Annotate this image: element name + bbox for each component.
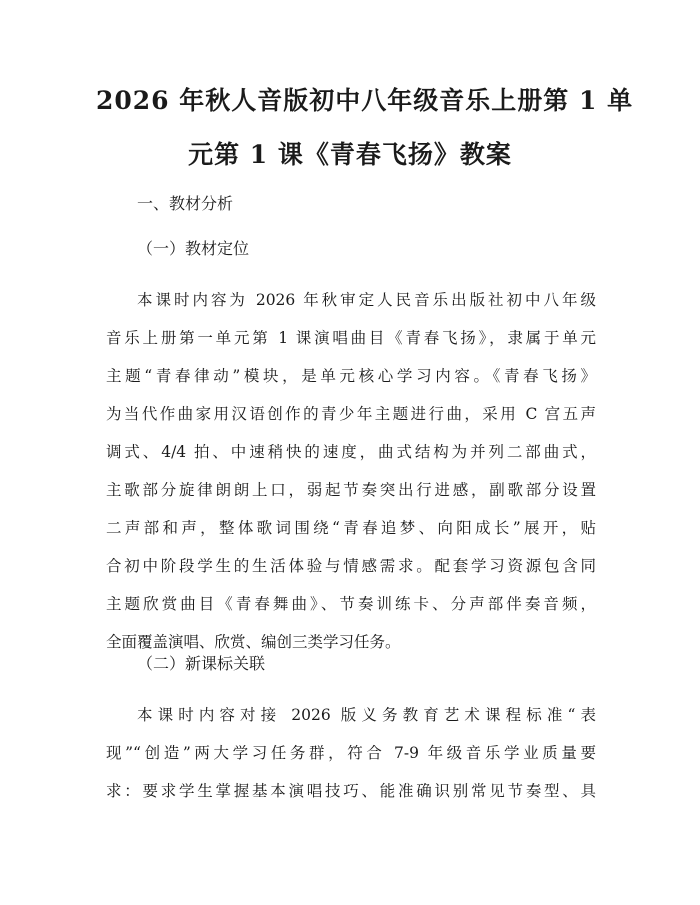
paragraph-curriculum-standards <box>106 704 596 818</box>
subsection-heading-curriculum-standards: （二）新课标关联 <box>137 654 266 673</box>
paragraph-line: 音乐上册第一单元第 1 课演唱曲目《青春飞扬》，隶属于单元 <box>106 329 596 347</box>
paragraph-line: 求：要求学生掌握基本演唱技巧、能准确识别常见节奏型、具 <box>106 782 596 800</box>
subsection-heading-textbook-positioning: （一）教材定位 <box>137 239 250 258</box>
paragraph-line: 本课时内容对接 2026 版义务教育艺术课程标准“表 <box>137 706 596 724</box>
paragraph-line: 合初中阶段学生的生活体验与情感需求。配套学习资源包含同 <box>106 557 596 575</box>
paragraph-line: 为当代作曲家用汉语创作的青少年主题进行曲，采用 C 宫五声 <box>106 405 596 423</box>
paragraph-line: 主题欣赏曲目《青春舞曲》、节奏训练卡、分声部伴奏音频， <box>106 595 596 613</box>
paragraph-line: 全面覆盖演唱、欣赏、编创三类学习任务。 <box>106 633 401 651</box>
document-title-line-1: 2026 年秋人音版初中八年级音乐上册第 1 单 <box>96 86 634 115</box>
paragraph-textbook-positioning <box>106 289 596 669</box>
paragraph-line: 本课时内容为 2026 年秋审定人民音乐出版社初中八年级 <box>137 291 596 309</box>
paragraph-line: 现”“创造”两大学习任务群，符合 7-9 年级音乐学业质量要 <box>106 744 596 762</box>
paragraph-line: 调式、4/4 拍、中速稍快的速度，曲式结构为并列二部曲式， <box>106 443 596 461</box>
document-title-line-2: 元第 1 课《青春飞扬》教案 <box>188 140 512 169</box>
paragraph-line: 主题“青春律动”模块，是单元核心学习内容。《青春飞扬》 <box>106 367 596 385</box>
paragraph-line: 二声部和声，整体歌词围绕“青春追梦、向阳成长”展开，贴 <box>106 519 596 537</box>
section-heading-textbook-analysis: 一、教材分析 <box>137 194 234 213</box>
paragraph-line: 主歌部分旋律朗朗上口，弱起节奏突出行进感，副歌部分设置 <box>106 481 596 499</box>
